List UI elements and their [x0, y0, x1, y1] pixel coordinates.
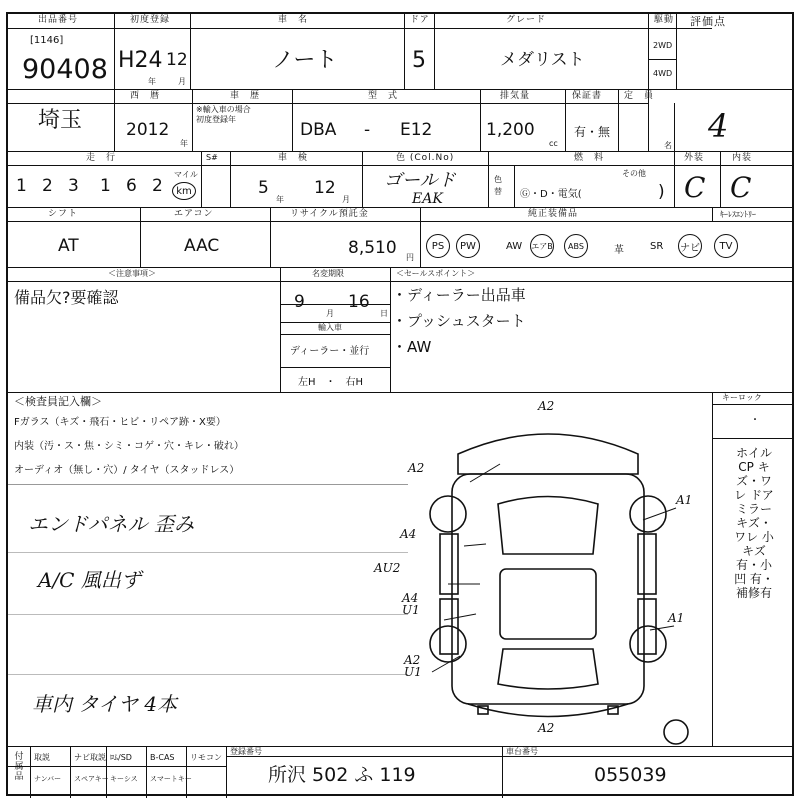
- shift-label: シフト: [48, 209, 79, 219]
- fuel-close: ): [658, 182, 665, 202]
- mileage-unit-mile: マイル: [174, 170, 198, 179]
- reg-label: 登録番号: [230, 747, 262, 756]
- diagram-mark: A2: [538, 721, 555, 735]
- deadline-day-unit: 日: [380, 309, 388, 318]
- car-name: ノート: [272, 48, 338, 73]
- inspection-month: 12: [314, 178, 336, 198]
- color-label: 色 (Col.No): [396, 153, 455, 163]
- diagram-mark: A2: [538, 399, 555, 413]
- sales-point: ・ディーラー出品車: [392, 286, 526, 304]
- displacement-unit: cc: [549, 139, 558, 148]
- chassis-label: 車台番号: [506, 747, 538, 756]
- model-prefix: DBA: [300, 120, 337, 140]
- mileage-digit: 6: [126, 176, 137, 196]
- diagram-mark: A2: [408, 461, 425, 475]
- key-lock-label: キーロック: [722, 393, 762, 402]
- displacement-label: 排気量: [500, 91, 531, 101]
- side-vertical-text: ホイルCP キズ・ワレ ドアミラー キズ・ワレ 小キズ 有・小凹 有・補修有: [734, 446, 774, 600]
- inspection-year-unit: 年: [276, 195, 284, 204]
- handwritten-note: A/C 風出ず: [38, 568, 141, 592]
- inspector-line-audio: オーディオ（無し・穴）/ タイヤ（スタッドレス）: [14, 465, 240, 476]
- displacement-value: 1,200: [486, 120, 535, 140]
- keyless-label: ｷｰﾚｽｴﾝﾄﾘｰ: [720, 210, 756, 219]
- drive-2wd: 2WD: [653, 41, 673, 50]
- deadline-month-unit: 月: [326, 309, 334, 318]
- lot-label: 出品番号: [38, 15, 79, 25]
- diagram-mark: A4: [400, 527, 417, 541]
- equipment-label: 純正装備品: [528, 209, 579, 219]
- rating-value: 4: [708, 107, 729, 145]
- inspector-line-interior: 内装（汚・ス・焦・シミ・コゲ・穴・キレ・破れ）: [14, 441, 244, 452]
- model-dash: -: [364, 120, 371, 140]
- deadline-day: 16: [348, 292, 370, 312]
- grade-value: メダリスト: [500, 50, 585, 70]
- mileage-digit: 1: [100, 176, 111, 196]
- diagram-mark: A2 U1: [404, 653, 422, 679]
- deadline-label: 名変期限: [312, 269, 344, 278]
- aircon-value: AAC: [184, 236, 220, 256]
- color-change-label: 色替: [494, 175, 502, 196]
- equipment-item: PS: [426, 234, 450, 258]
- model-label: 型 式: [368, 91, 399, 101]
- exterior-grade: C: [684, 171, 706, 204]
- mileage-digit: 2: [42, 176, 53, 196]
- import-value: ディーラー・並行: [290, 346, 370, 357]
- year-unit: 年: [180, 139, 188, 148]
- handwritten-note: 車内 タイヤ 4本: [32, 692, 178, 716]
- first-reg-month: 12: [166, 50, 188, 70]
- warranty-label: 保証書: [572, 91, 603, 101]
- sales-point: ・AW: [392, 338, 432, 356]
- history-note2: 初度登録年: [196, 115, 236, 124]
- import-label: 輸入車: [318, 323, 342, 332]
- inspector-line-glass: Fガラス（キズ・飛石・ヒビ・リペア跡・X要）: [14, 417, 226, 428]
- doors-label: ドア: [410, 15, 430, 25]
- accessory-item: B-CAS: [150, 753, 175, 762]
- key-lock-value: ・: [750, 415, 760, 426]
- equipment-item: エアB: [530, 234, 554, 258]
- doors-value: 5: [412, 48, 426, 73]
- caution-label: ＜注意事項＞: [108, 269, 156, 278]
- diagram-mark: A1: [668, 611, 685, 625]
- capacity-unit: 名: [664, 141, 672, 150]
- first-reg-year-unit: 年: [148, 77, 156, 86]
- rating-label: 評価点: [690, 15, 726, 28]
- caution-text: 備品欠?要確認: [14, 288, 119, 307]
- accessory-item: ﾛﾑ/SD: [110, 753, 132, 762]
- accessory-item: スペアキー: [74, 775, 109, 783]
- grade-label: グレード: [506, 15, 547, 25]
- recycle-amount: 8,510: [348, 238, 397, 258]
- equipment-item: PW: [456, 234, 480, 258]
- chassis-number: 055039: [594, 764, 667, 786]
- lot-small-number: [1146]: [30, 35, 64, 46]
- steering-value: 左H ・ 右H: [298, 377, 364, 388]
- shift-value: AT: [58, 236, 79, 256]
- equipment-item: 革: [614, 245, 624, 256]
- color-code: EAK: [412, 191, 443, 207]
- first-reg-label: 初度登録: [130, 15, 171, 25]
- prefecture: 埼玉: [38, 108, 83, 133]
- diagram-mark: A1: [676, 493, 693, 507]
- inspection-year: 5: [258, 178, 269, 198]
- equipment-item: ナビ: [678, 234, 702, 258]
- fuel-other-label: その他: [622, 169, 646, 178]
- exterior-label: 外装: [684, 153, 705, 163]
- color-name: ゴールド: [384, 170, 456, 191]
- drive-4wd: 4WD: [653, 69, 673, 78]
- deadline-month: 9: [294, 292, 305, 312]
- sales-label: ＜セールスポイント＞: [396, 269, 476, 278]
- fuel-label: 燃 料: [574, 153, 605, 163]
- accessory-item: ナンバー: [34, 775, 62, 783]
- mileage-digit: 1: [16, 176, 27, 196]
- accessory-item: キーシス: [110, 775, 138, 783]
- equipment-item: SR: [650, 241, 664, 252]
- accessory-item: スマートキー: [150, 775, 192, 783]
- inspection-label: 車 検: [278, 153, 309, 163]
- warranty-value: 有・無: [574, 125, 611, 139]
- mileage-digit: 3: [68, 176, 79, 196]
- s-label: S#: [206, 153, 218, 162]
- accessory-item: 取説: [34, 753, 50, 762]
- mileage-label: 走 行: [86, 153, 117, 163]
- accessory-item: リモコン: [190, 753, 222, 762]
- car-name-label: 車 名: [278, 15, 309, 25]
- equipment-item: ABS: [564, 234, 588, 258]
- history-label: 車 歴: [230, 91, 261, 101]
- equipment-item: AW: [506, 241, 523, 252]
- sales-point: ・プッシュスタート: [392, 312, 526, 330]
- history-note1: ※輸入車の場合: [196, 105, 251, 114]
- fuel-options: Ⓖ・D・電気(: [520, 189, 582, 200]
- attach-label: 付属品: [14, 752, 24, 782]
- year-western: 2012: [126, 120, 170, 140]
- accessory-item: ナビ取説: [74, 753, 106, 762]
- diagram-mark: A4 U1: [402, 591, 420, 617]
- recycle-unit: 円: [406, 253, 414, 262]
- recycle-label: リサイクル預託金: [290, 209, 369, 219]
- mileage-unit-km: km: [172, 182, 196, 200]
- drive-label: 駆動: [654, 15, 675, 25]
- lot-number: 90408: [22, 54, 108, 85]
- aircon-label: エアコン: [174, 209, 214, 219]
- car-damage-diagram: [388, 394, 708, 746]
- inspection-month-unit: 月: [342, 195, 350, 204]
- model-code: E12: [400, 120, 433, 140]
- first-reg-era: H24: [118, 48, 163, 73]
- interior-label: 内装: [732, 153, 753, 163]
- inspector-title: ＜検査員記入欄＞: [14, 395, 102, 408]
- handwritten-note: エンドパネル 歪み: [28, 512, 194, 536]
- equipment-item: TV: [714, 234, 738, 258]
- capacity-label: 定 員: [624, 91, 655, 101]
- diagram-mark: AU2: [374, 561, 401, 575]
- reg-number: 所沢 502 ふ 119: [268, 764, 416, 786]
- interior-grade: C: [730, 171, 752, 204]
- auction-sheet: [6, 12, 794, 796]
- mileage-digit: 2: [152, 176, 163, 196]
- year-label: 西 暦: [130, 91, 161, 101]
- first-reg-month-unit: 月: [178, 77, 186, 86]
